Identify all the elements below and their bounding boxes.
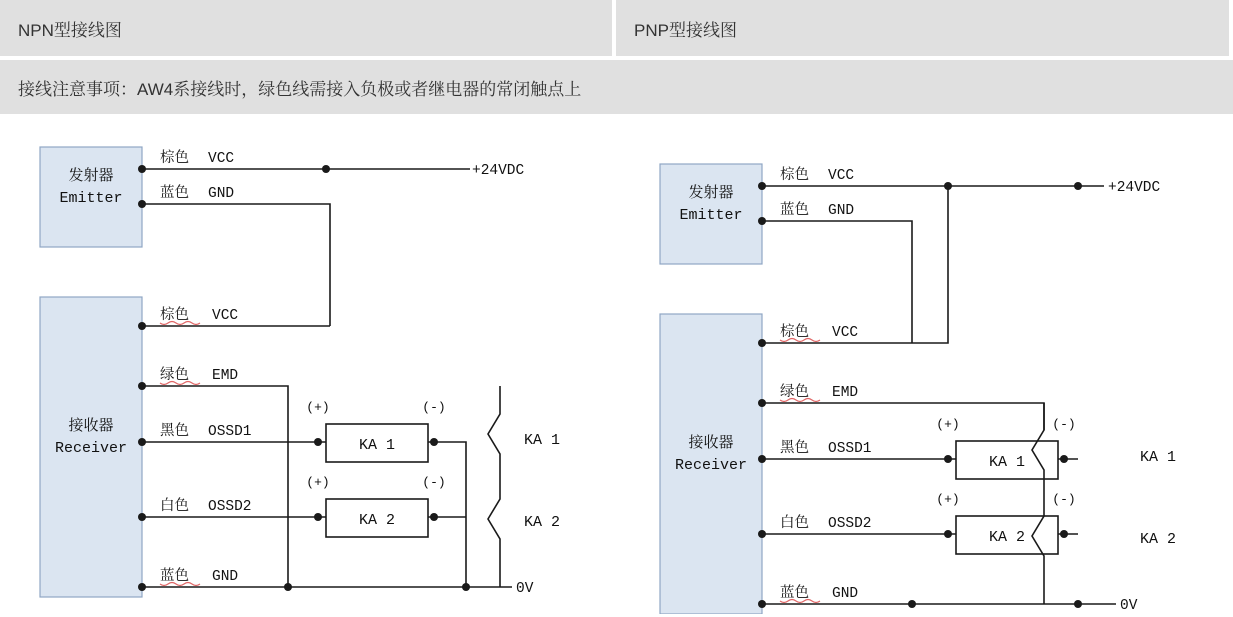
npn-emitter-wire-0-signal: VCC	[208, 151, 235, 167]
npn-receiver-wire-2-color: 黑色	[160, 423, 189, 439]
header-npn: NPN型接线图	[0, 0, 616, 56]
pnp-receiver-label-en: Receiver	[674, 457, 748, 474]
pnp-relay-0-plus: (+)	[936, 417, 960, 432]
npn-supply-negative: 0V	[516, 581, 534, 597]
npn-emitter-label-en: Emitter	[59, 190, 123, 207]
pnp-contact-1-label: KA 2	[1140, 531, 1177, 548]
diagram-headers	[0, 0, 1233, 56]
pnp-receiver-wire-2-signal: OSSD1	[828, 441, 872, 457]
npn-receiver-wire-0-color: 棕色	[160, 307, 189, 323]
pnp-emitter-wire-0-signal: VCC	[828, 168, 855, 184]
pnp-receiver-wire-4-signal: GND	[832, 586, 859, 602]
npn-contact-0-label: KA 1	[524, 432, 561, 449]
pnp-emitter-label-cn: 发射器	[688, 184, 734, 201]
npn-relay-0-plus: (+)	[306, 400, 330, 415]
npn-receiver-wire-1-signal: EMD	[212, 368, 239, 384]
pnp-relay-1-label: KA 2	[988, 529, 1026, 546]
npn-emitter-wire-0-color: 棕色	[160, 150, 189, 166]
header-pnp: PNP型接线图	[616, 0, 1229, 56]
pnp-emitter-wire-1-color: 蓝色	[780, 202, 809, 218]
npn-receiver-wire-1-color: 绿色	[160, 367, 189, 383]
pnp-relay-1-minus: (-)	[1052, 492, 1076, 507]
wiring-note: 接线注意事项：AW4系接线时，绿色线需接入负极或者继电器的常闭触点上	[0, 60, 1233, 114]
npn-receiver-label-en: Receiver	[54, 440, 128, 457]
pnp-relay-0-minus: (-)	[1052, 417, 1076, 432]
pnp-receiver-wire-3-color: 白色	[780, 515, 809, 531]
pnp-relay-0-label: KA 1	[988, 454, 1026, 471]
pnp-receiver-wire-0-signal: VCC	[832, 325, 859, 341]
pnp-emitter-label-en: Emitter	[679, 207, 743, 224]
npn-relay-1-minus: (-)	[422, 475, 446, 490]
pnp-emitter-wire-1-signal: GND	[828, 203, 855, 219]
npn-relay-1-label: KA 2	[358, 512, 396, 529]
npn-receiver-label-cn: 接收器	[68, 417, 114, 434]
npn-contact-1-label: KA 2	[524, 514, 561, 531]
pnp-receiver-wire-1-color: 绿色	[780, 384, 809, 400]
pnp-receiver-wire-4-color: 蓝色	[780, 585, 809, 601]
pnp-receiver-wire-2-color: 黑色	[780, 440, 809, 456]
diagram-area	[0, 114, 1233, 614]
npn-relay-0-label: KA 1	[358, 437, 396, 454]
npn-receiver-wire-3-color: 白色	[160, 498, 189, 514]
pnp-relay-1-plus: (+)	[936, 492, 960, 507]
pnp-emitter-wire-0-color: 棕色	[780, 167, 809, 183]
pnp-receiver-wire-3-signal: OSSD2	[828, 516, 872, 532]
npn-relay-1-plus: (+)	[306, 475, 330, 490]
pnp-receiver-label-cn: 接收器	[688, 434, 734, 451]
npn-receiver-wire-0-signal: VCC	[212, 308, 239, 324]
npn-supply-positive: +24VDC	[472, 163, 525, 179]
pnp-supply-negative: 0V	[1120, 598, 1138, 614]
npn-emitter-wire-1-color: 蓝色	[160, 185, 189, 201]
pnp-contact-0-label: KA 1	[1140, 449, 1177, 466]
pnp-wiring-diagram	[616, 114, 1233, 614]
npn-receiver-wire-3-signal: OSSD2	[208, 499, 252, 515]
npn-receiver-wire-4-color: 蓝色	[160, 568, 189, 584]
npn-emitter-label-cn: 发射器	[68, 167, 114, 184]
npn-emitter-wire-1-signal: GND	[208, 186, 235, 202]
npn-wiring-diagram	[0, 114, 616, 614]
pnp-supply-positive: +24VDC	[1108, 180, 1161, 196]
pnp-receiver-wire-1-signal: EMD	[832, 385, 859, 401]
npn-relay-0-minus: (-)	[422, 400, 446, 415]
npn-receiver-wire-2-signal: OSSD1	[208, 424, 252, 440]
npn-receiver-wire-4-signal: GND	[212, 569, 239, 585]
pnp-receiver-wire-0-color: 棕色	[780, 324, 809, 340]
